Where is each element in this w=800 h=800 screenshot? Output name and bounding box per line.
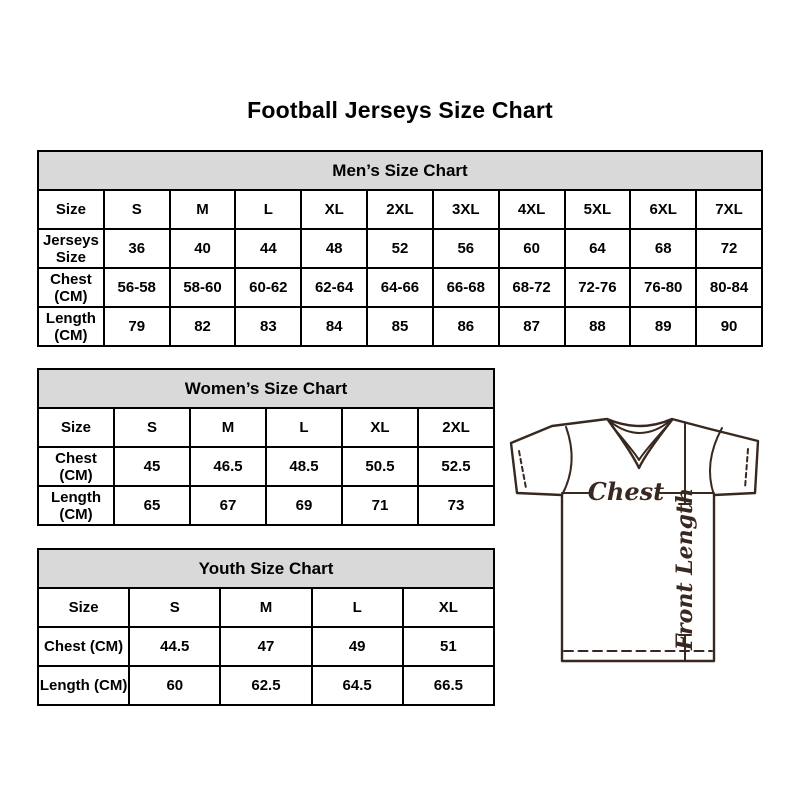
value-cell: 47 [220, 627, 311, 666]
page-title: Football Jerseys Size Chart [247, 97, 553, 123]
table-row [38, 190, 762, 229]
value-cell: 62.5 [220, 666, 311, 705]
value-cell: 66-68 [433, 268, 499, 307]
value-cell: 52 [367, 229, 433, 268]
value-cell: L [235, 190, 301, 229]
value-cell: 56 [433, 229, 499, 268]
value-cell: 46.5 [190, 447, 266, 486]
value-cell: S [114, 408, 190, 447]
mens-table-title: Men’s Size Chart [38, 151, 762, 190]
womens-size-table [37, 368, 495, 526]
front-length-label: Front Length [672, 487, 698, 651]
value-cell: 62-64 [301, 268, 367, 307]
table-row [38, 268, 762, 307]
value-cell: 7XL [696, 190, 762, 229]
value-cell: 89 [630, 307, 696, 346]
value-cell: 85 [367, 307, 433, 346]
value-cell: 48 [301, 229, 367, 268]
value-cell: 5XL [565, 190, 631, 229]
value-cell: 65 [114, 486, 190, 525]
row-label-cell: Size [38, 408, 114, 447]
value-cell: 3XL [433, 190, 499, 229]
chest-label: Chest [587, 477, 665, 506]
value-cell: 88 [565, 307, 631, 346]
table-row [38, 666, 494, 705]
value-cell: 67 [190, 486, 266, 525]
value-cell: 68-72 [499, 268, 565, 307]
jersey-outline-shape [511, 419, 758, 661]
value-cell: 45 [114, 447, 190, 486]
value-cell: 2XL [418, 408, 494, 447]
row-label-cell: Size [38, 190, 104, 229]
value-cell: 2XL [367, 190, 433, 229]
table-row [38, 447, 494, 486]
value-cell: 84 [301, 307, 367, 346]
value-cell: 60-62 [235, 268, 301, 307]
value-cell: 87 [499, 307, 565, 346]
value-cell: 72 [696, 229, 762, 268]
value-cell: 48.5 [266, 447, 342, 486]
value-cell: S [104, 190, 170, 229]
value-cell: 66.5 [403, 666, 494, 705]
value-cell: M [170, 190, 236, 229]
table-row [38, 486, 494, 525]
value-cell: M [190, 408, 266, 447]
right-sleeve-cuff-dashed-line [745, 449, 748, 488]
youth-table-title: Youth Size Chart [38, 549, 494, 588]
table-section-header-row [38, 369, 494, 408]
value-cell: 4XL [499, 190, 565, 229]
left-armhole-seam [562, 427, 572, 495]
table-row [38, 229, 762, 268]
value-cell: 60 [129, 666, 220, 705]
value-cell: 64.5 [312, 666, 403, 705]
table-row [38, 588, 494, 627]
value-cell: XL [403, 588, 494, 627]
value-cell: 64 [565, 229, 631, 268]
table-row [38, 307, 762, 346]
value-cell: XL [342, 408, 418, 447]
value-cell: 6XL [630, 190, 696, 229]
value-cell: 36 [104, 229, 170, 268]
value-cell: 50.5 [342, 447, 418, 486]
table-row [38, 408, 494, 447]
mens-size-table [37, 150, 763, 347]
value-cell: L [312, 588, 403, 627]
value-cell: S [129, 588, 220, 627]
value-cell: 56-58 [104, 268, 170, 307]
row-label-cell: Length (CM) [38, 666, 129, 705]
table-section-header-row [38, 151, 762, 190]
value-cell: 69 [266, 486, 342, 525]
value-cell: 90 [696, 307, 762, 346]
value-cell: 68 [630, 229, 696, 268]
value-cell: 49 [312, 627, 403, 666]
value-cell: 60 [499, 229, 565, 268]
value-cell: 83 [235, 307, 301, 346]
value-cell: 79 [104, 307, 170, 346]
left-sleeve-cuff-dashed-line [519, 451, 526, 488]
jersey-measurement-diagram [498, 411, 770, 673]
row-label-cell: Chest (CM) [38, 627, 129, 666]
table-row [38, 627, 494, 666]
value-cell: 40 [170, 229, 236, 268]
value-cell: 71 [342, 486, 418, 525]
value-cell: 44 [235, 229, 301, 268]
row-label-cell: Jerseys Size [38, 229, 104, 268]
value-cell: 80-84 [696, 268, 762, 307]
v-neck-inner-line [612, 426, 667, 460]
value-cell: XL [301, 190, 367, 229]
value-cell: 44.5 [129, 627, 220, 666]
value-cell: M [220, 588, 311, 627]
value-cell: L [266, 408, 342, 447]
womens-table-title: Women’s Size Chart [38, 369, 494, 408]
row-label-cell: Chest (CM) [38, 268, 104, 307]
row-label-cell: Size [38, 588, 129, 627]
value-cell: 58-60 [170, 268, 236, 307]
value-cell: 76-80 [630, 268, 696, 307]
table-section-header-row [38, 549, 494, 588]
value-cell: 64-66 [367, 268, 433, 307]
right-armhole-seam [710, 428, 722, 495]
value-cell: 52.5 [418, 447, 494, 486]
value-cell: 82 [170, 307, 236, 346]
youth-size-table [37, 548, 495, 706]
value-cell: 72-76 [565, 268, 631, 307]
row-label-cell: Length (CM) [38, 307, 104, 346]
value-cell: 51 [403, 627, 494, 666]
row-label-cell: Chest (CM) [38, 447, 114, 486]
value-cell: 73 [418, 486, 494, 525]
row-label-cell: Length (CM) [38, 486, 114, 525]
value-cell: 86 [433, 307, 499, 346]
